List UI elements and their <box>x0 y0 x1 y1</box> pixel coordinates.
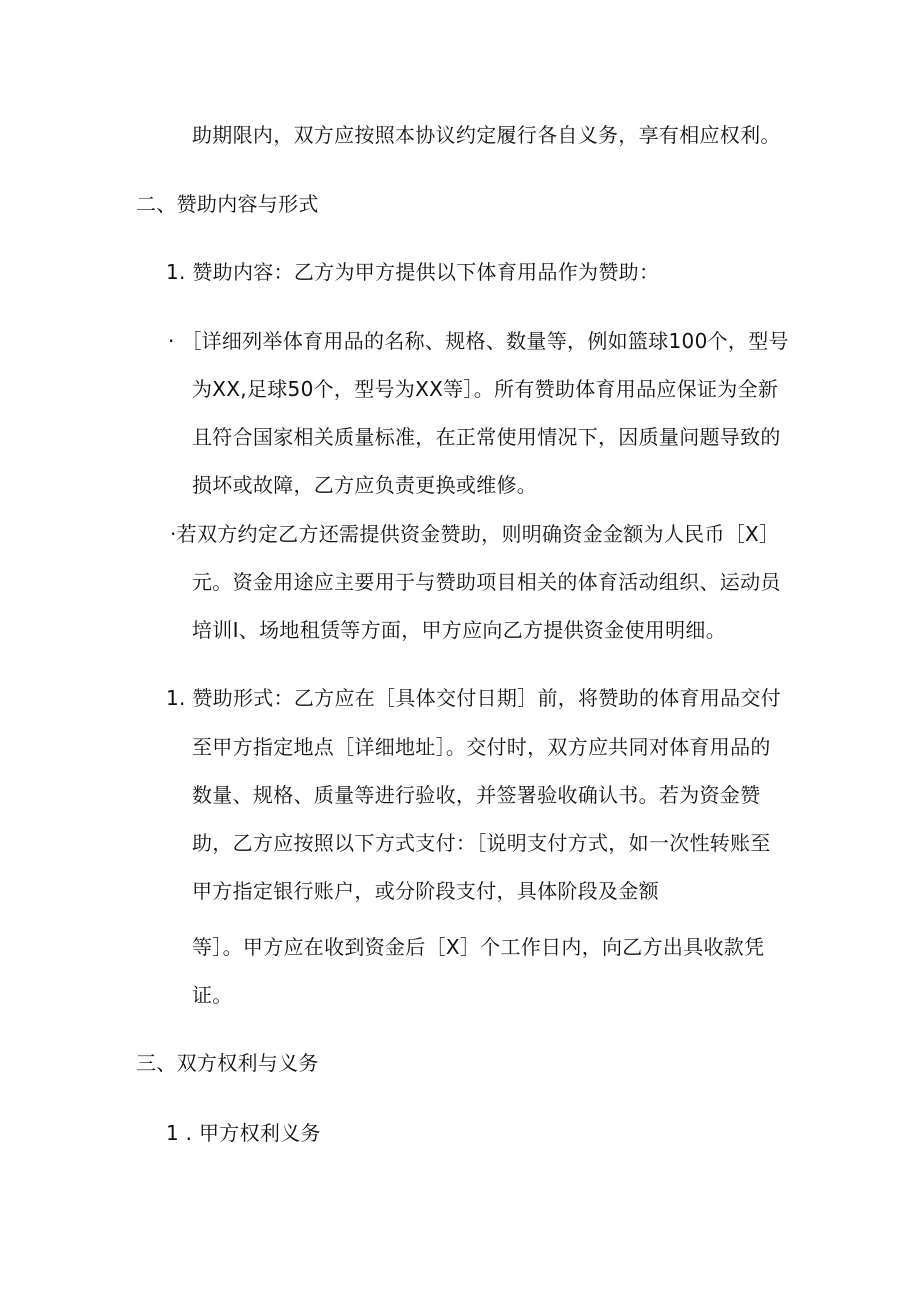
bullet-1-line: · ［详细列举体育用品的名称、规格、数量等，例如篮球100个，型号 <box>168 329 789 353</box>
item-2-line: 等］。甲方应在收到资金后［X］个工作日内，向乙方出具收款凭 <box>192 935 765 959</box>
bullet-1-line: 且符合国家相关质量标准，在正常使用情况下，因质量问题导致的 <box>192 425 781 449</box>
item-2-line: 数量、规格、质量等进行验收，并签署验收确认书。若为资金赞 <box>192 783 761 807</box>
bullet-2-line: 培训I、场地租赁等方面，甲方应向乙方提供资金使用明细。 <box>192 618 726 642</box>
bullet-2-line: ·若双方约定乙方还需提供资金赞助，则明确资金金额为人民币［X］ <box>170 522 780 546</box>
bullet-2-line: 元。资金用途应主要用于与赞助项目相关的体育活动组织、运动员 <box>192 570 781 594</box>
item-2-line: 1. 赞助形式：乙方应在［具体交付日期］前，将赞助的体育用品交付 <box>166 686 782 710</box>
item-2-line: 助，乙方应按照以下方式支付：［说明支付方式，如一次性转账至 <box>192 831 771 855</box>
section-3-item-1-label: 1 . 甲方权利义务 <box>166 1121 321 1145</box>
intro-line: 助期限内，双方应按照本协议约定履行各自义务，享有相应权利。 <box>192 123 781 147</box>
bullet-1-line: 为XX,足球50个，型号为XX等］。所有赞助体育用品应保证为全新 <box>192 377 779 401</box>
section-3-heading: 三、双方权利与义务 <box>136 1051 319 1075</box>
section-2-heading: 二、赞助内容与形式 <box>136 192 319 216</box>
section-2-item-1-label: 1. 赞助内容：乙方为甲方提供以下体育用品作为赞助： <box>166 260 660 284</box>
item-2-line: 证。 <box>192 983 233 1007</box>
item-2-line: 甲方指定银行账户，或分阶段支付，具体阶段及金额 <box>192 879 659 903</box>
bullet-1-line: 损坏或故障，乙方应负责更换或维修。 <box>192 473 538 497</box>
item-2-line: 至甲方指定地点［详细地址］。交付时，双方应共同对体育用品的 <box>192 735 771 759</box>
